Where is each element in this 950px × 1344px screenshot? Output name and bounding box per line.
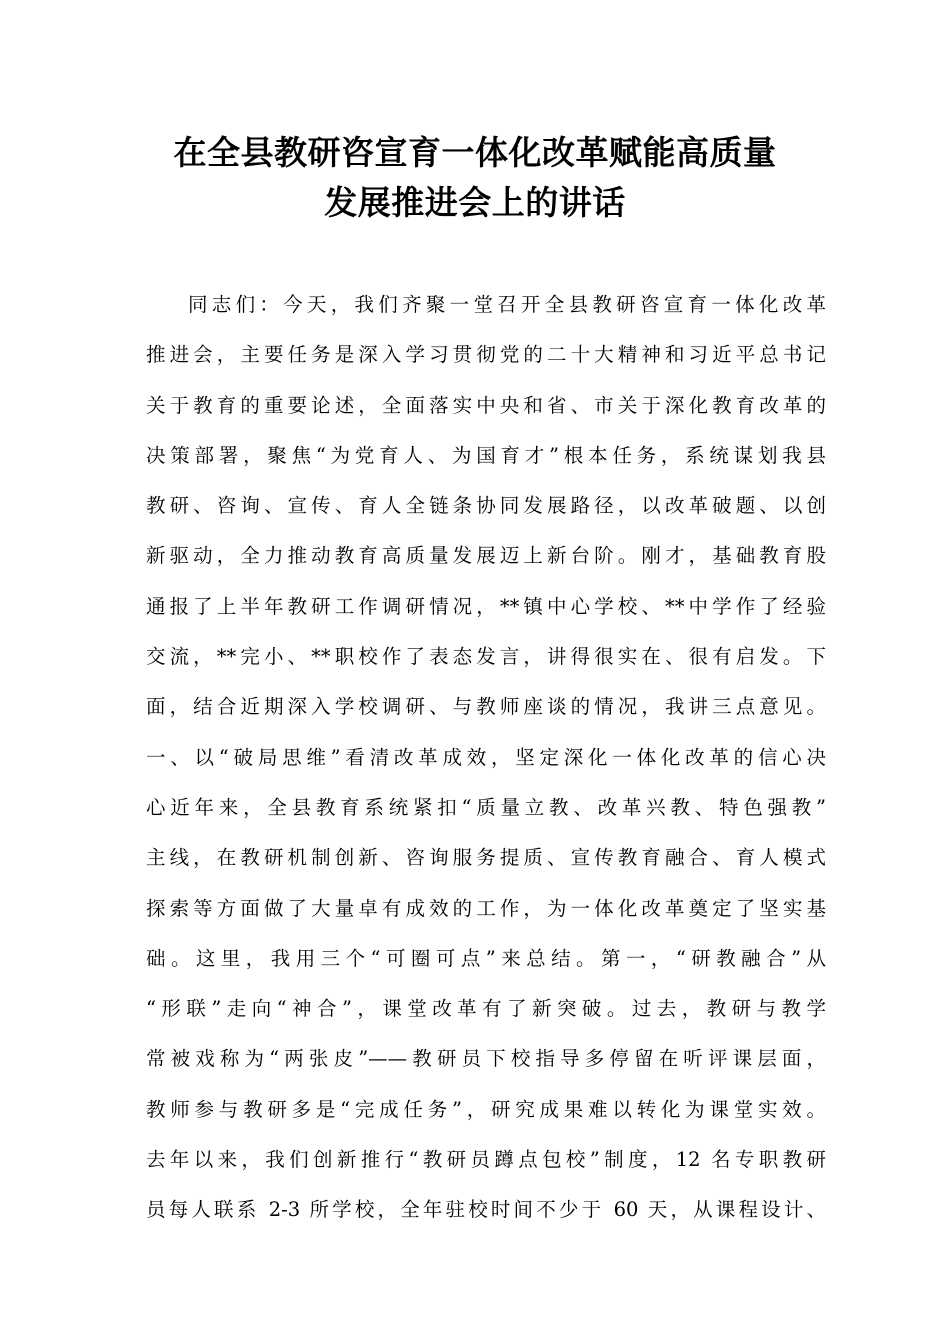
title-line-1: 在全县教研咨宣育一体化改革赋能高质量 bbox=[173, 133, 777, 172]
body-line: 通报了上半年教研工作调研情况，**镇中心学校、**中学作了经验 bbox=[146, 594, 826, 618]
body-line: 关于教育的重要论述，全面落实中央和省、市关于深化教育改革的 bbox=[146, 393, 826, 417]
body-line: 决策部署，聚焦“为党育人、为国育才”根本任务，系统谋划我县 bbox=[146, 443, 826, 467]
body-line: 推进会，主要任务是深入学习贯彻党的二十大精神和习近平总书记 bbox=[146, 343, 826, 367]
body-line: 教师参与教研多是“完成任务”，研究成果难以转化为课堂实效。 bbox=[146, 1097, 826, 1121]
body-line: 心近年来，全县教育系统紧扣“质量立教、改革兴教、特色强教” bbox=[146, 795, 826, 819]
body-line: “形联”走向“神合”，课堂改革有了新突破。过去，教研与教学 bbox=[146, 997, 826, 1021]
body-line: 常被戏称为“两张皮”——教研员下校指导多停留在听评课层面， bbox=[146, 1047, 826, 1071]
page-title bbox=[120, 128, 830, 228]
document-body bbox=[146, 280, 826, 1236]
body-line: 同志们：今天，我们齐聚一堂召开全县教研咨宣育一体化改革 bbox=[188, 293, 826, 316]
body-line: 交流，**完小、**职校作了表态发言，讲得很实在、很有启发。下 bbox=[146, 645, 826, 669]
section-heading-line: 一、以“破局思维”看清改革成效，坚定深化一体化改革的信心决 bbox=[146, 745, 826, 769]
body-line: 新驱动，全力推动教育高质量发展迈上新台阶。刚才，基础教育股 bbox=[146, 544, 826, 568]
body-line: 去年以来，我们创新推行“教研员蹲点包校”制度，12 名专职教研 bbox=[146, 1148, 826, 1172]
body-line: 主线，在教研机制创新、咨询服务提质、宣传教育融合、育人模式 bbox=[146, 846, 826, 870]
body-line: 面，结合近期深入学校调研、与教师座谈的情况，我讲三点意见。 bbox=[146, 695, 826, 719]
title-line-2: 发展推进会上的讲话 bbox=[324, 183, 626, 222]
body-line: 探索等方面做了大量卓有成效的工作，为一体化改革奠定了坚实基 bbox=[146, 896, 826, 920]
body-line: 础。这里，我用三个“可圈可点”来总结。第一，“研教融合”从 bbox=[146, 946, 826, 970]
body-line: 员每人联系 2-3 所学校，全年驻校时间不少于 60 天，从课程设计、 bbox=[146, 1198, 826, 1222]
body-line: 教研、咨询、宣传、育人全链条协同发展路径，以改革破题、以创 bbox=[146, 494, 826, 518]
